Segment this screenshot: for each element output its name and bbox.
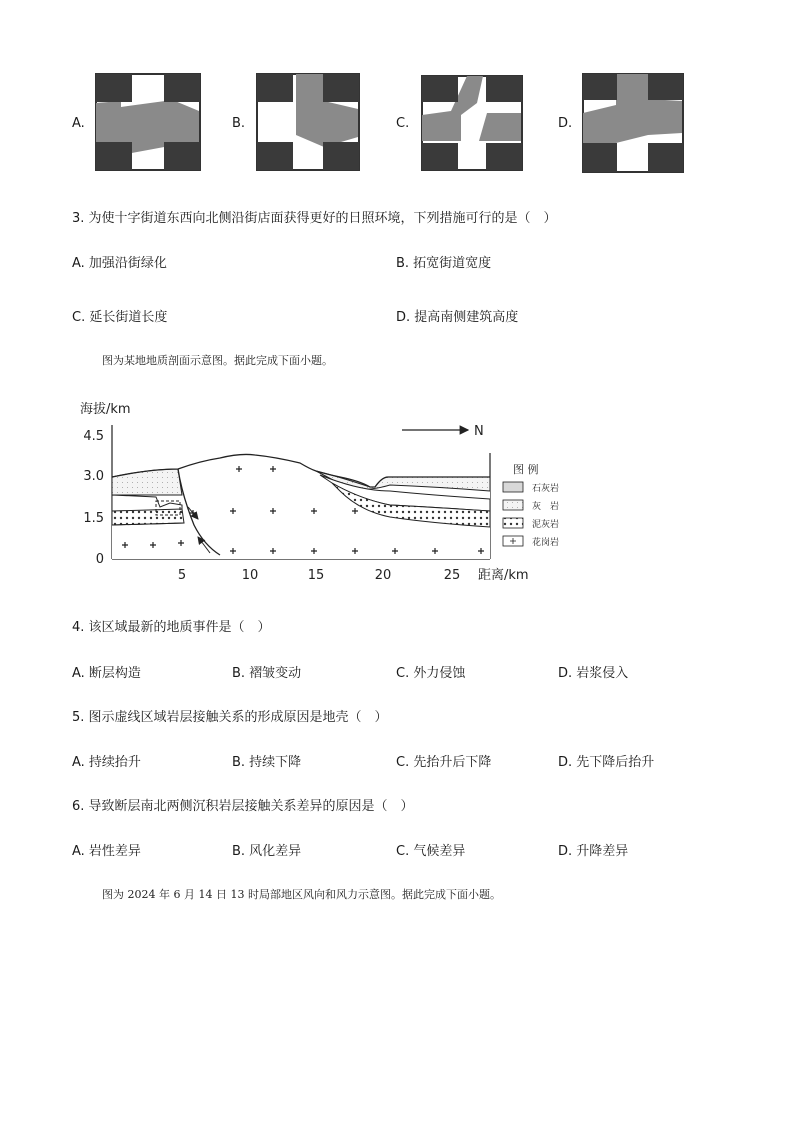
x-tick-label: 25 <box>443 568 461 583</box>
option-a-diagram[interactable] <box>95 73 201 171</box>
q5-option-c[interactable]: C. 先抬升后下降 <box>396 755 492 770</box>
question-5: 5. 图示虚线区域岩层接触关系的形成原因是地壳（ ） <box>72 710 388 725</box>
option-b-letter: B. <box>232 116 246 131</box>
q6-option-c[interactable]: C. 气候差异 <box>396 844 466 859</box>
legend-item-limestone: 石灰岩 <box>532 484 560 494</box>
q6-option-a[interactable]: A. 岩性差异 <box>72 844 141 859</box>
x-axis-label: 距离/km <box>478 568 529 583</box>
legend-item-marl: 泥灰岩 <box>532 520 560 530</box>
option-c-letter: C. <box>396 116 410 131</box>
q5-option-d[interactable]: D. 先下降后抬升 <box>558 755 655 770</box>
option-c-diagram[interactable] <box>421 75 523 171</box>
geologic-section-figure <box>70 395 570 590</box>
option-d-diagram[interactable] <box>582 73 684 173</box>
q4-option-b[interactable]: B. 褶皱变动 <box>232 666 302 681</box>
q5-option-b[interactable]: B. 持续下降 <box>232 755 302 770</box>
y-tick-label: 0 <box>95 552 104 567</box>
north-label: N <box>474 424 484 439</box>
y-tick-label: 3.0 <box>83 469 104 484</box>
y-tick-label: 4.5 <box>83 429 104 444</box>
y-axis-label: 海拔/km <box>80 402 131 417</box>
q5-option-a[interactable]: A. 持续抬升 <box>72 755 141 770</box>
legend-item-grey: 灰 岩 <box>532 502 560 512</box>
q3-option-c[interactable]: C. 延长街道长度 <box>72 310 168 325</box>
x-tick-label: 10 <box>241 568 259 583</box>
q3-option-d[interactable]: D. 提高南侧建筑高度 <box>396 310 519 325</box>
question-4: 4. 该区域最新的地质事件是（ ） <box>72 620 271 635</box>
q3-option-a[interactable]: A. 加强沿街绿化 <box>72 256 167 271</box>
q4-option-a[interactable]: A. 断层构造 <box>72 666 141 681</box>
q6-option-b[interactable]: B. 风化差异 <box>232 844 302 859</box>
q4-option-c[interactable]: C. 外力侵蚀 <box>396 666 466 681</box>
question-6: 6. 导致断层南北两侧沉积岩层接触关系差异的原因是（ ） <box>72 799 414 814</box>
intro-wind: 图为 2024 年 6 月 14 日 13 时局部地区风向和风力示意图。据此完成下面小题。 <box>102 888 501 901</box>
x-tick-label: 20 <box>374 568 392 583</box>
intro-geology: 图为某地地质剖面示意图。据此完成下面小题。 <box>102 354 333 367</box>
y-tick-label: 1.5 <box>83 511 104 526</box>
option-d-letter: D. <box>558 116 573 131</box>
q6-option-d[interactable]: D. 升降差异 <box>558 844 629 859</box>
q4-option-d[interactable]: D. 岩浆侵入 <box>558 666 629 681</box>
x-tick-label: 15 <box>307 568 325 583</box>
option-a-letter: A. <box>72 116 85 131</box>
question-3: 3. 为使十字街道东西向北侧沿街店面获得更好的日照环境，下列措施可行的是（ ） <box>72 211 557 226</box>
q3-option-b[interactable]: B. 拓宽街道宽度 <box>396 256 492 271</box>
legend-title: 图 例 <box>513 463 539 476</box>
x-tick-label: 5 <box>177 568 187 583</box>
legend-item-granite: 花岗岩 <box>532 538 560 548</box>
option-b-diagram[interactable] <box>256 73 360 171</box>
